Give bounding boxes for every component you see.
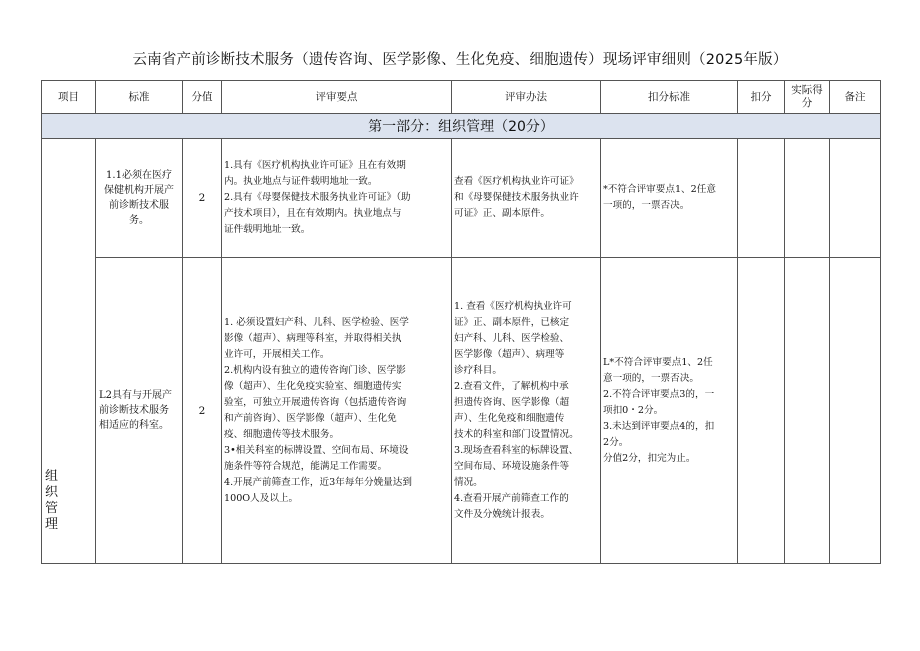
method-line: 文件及分娩统计报表。 xyxy=(454,508,550,520)
remarks-cell xyxy=(830,258,881,564)
method-line: 技术的科室和部门设置情况。 xyxy=(454,428,579,440)
method-line: 情况。 xyxy=(454,476,483,488)
standard-line: 相适应的科室。 xyxy=(99,420,169,431)
header-category: 项目 xyxy=(42,81,96,114)
deduction-rule-line: 项扣0・2分。 xyxy=(603,404,664,416)
evaluation-table xyxy=(41,80,881,564)
method-line: 和《母婴保健技术服务执业许 xyxy=(454,192,579,203)
requirement-line: 验室，可独立开展遗传咨询（包括遗传咨询 xyxy=(224,396,407,408)
header-standard: 标准 xyxy=(96,81,183,114)
method-line: 查看《医疗机构执业许可证》 xyxy=(454,176,579,187)
requirement-line: 业许可，开展相关工作。 xyxy=(224,348,330,360)
header-requirements: 评审要点 xyxy=(222,81,452,114)
method-line: 4.查看开展产前筛查工作的 xyxy=(454,492,569,504)
header-actual-score-line: 实际得 xyxy=(791,84,823,96)
header-remarks: 备注 xyxy=(830,81,881,114)
method-cell xyxy=(452,258,601,564)
requirement-line: 产技术项目），且在有效期内。执业地点与 xyxy=(224,208,402,219)
requirement-line: 2.具有《母婴保健技术服务执业许可证》（助 xyxy=(224,192,411,203)
standard-line: 保健机构开展产 xyxy=(104,185,174,196)
requirement-line: 3•相关科室的标牌设置、空间布局、环境设 xyxy=(224,444,409,456)
deduction-cell xyxy=(738,258,785,564)
requirement-line: 和产前咨询）、医学影像（超声）、生化免 xyxy=(224,412,397,424)
category-cell xyxy=(42,139,96,564)
score-cell: 2 xyxy=(183,139,222,258)
header-actual-score-line: 分 xyxy=(801,97,813,109)
requirement-line: 内。执业地点与证件载明地址一致。 xyxy=(224,176,378,187)
requirement-line: 100O人及以上。 xyxy=(224,492,299,504)
standard-cell xyxy=(96,139,183,258)
method-line: 证》正、副本原件，已核定 xyxy=(454,316,570,328)
method-line: 1. 查看《医疗机构执业许可 xyxy=(454,300,572,312)
method-line: 妇产科、儿科、医学检验、 xyxy=(454,332,570,344)
deduction-rule-cell xyxy=(601,258,738,564)
header-method: 评审办法 xyxy=(452,81,601,114)
requirement-line: 2.机构内设有独立的遗传咨询门诊、医学影 xyxy=(224,364,406,376)
deduction-rule-line: 2分。 xyxy=(603,436,629,448)
deduction-rule-line: 意一项的，一票否决。 xyxy=(603,372,699,384)
requirements-cell xyxy=(222,258,452,564)
header-deduction: 扣分 xyxy=(738,81,785,114)
deduction-rule-line: L*不符合评审要点1、2任 xyxy=(603,356,713,368)
standard-line: 1.1必须在医疗 xyxy=(106,170,172,181)
method-line: 声）、生化免疫和细胞遗传 xyxy=(454,412,565,424)
actual-score-cell xyxy=(785,139,830,258)
deduction-rule-line: 2.不符合评审要点3的，一 xyxy=(603,388,715,400)
requirement-line: 影像（超声）、病理等科室，并取得相关执 xyxy=(224,332,402,344)
header-deduction-rule: 扣分标准 xyxy=(601,81,738,114)
method-line: 诊疗科目。 xyxy=(454,364,502,376)
standard-line: L2具有与开展产 xyxy=(99,390,173,401)
standard-cell xyxy=(96,258,183,564)
deduction-rule-line: 3.未达到评审要点4的，扣 xyxy=(603,420,715,432)
standard-line: 前诊断技术服 xyxy=(109,200,169,211)
table-row xyxy=(42,139,881,258)
header-actual-score xyxy=(785,81,830,114)
requirement-line: 1.具有《医疗机构执业许可证》且在有效期 xyxy=(224,160,406,171)
method-line: 2.查看文件，了解机构中承 xyxy=(454,380,569,392)
method-line: 空间布局、环境设施条件等 xyxy=(454,460,570,472)
method-line: 可证》正、副本原件。 xyxy=(454,208,550,219)
header-score: 分值 xyxy=(183,81,222,114)
deduction-rule-line: *不符合评审要点1、2任意 xyxy=(603,184,716,195)
remarks-cell xyxy=(830,139,881,258)
actual-score-cell xyxy=(785,258,830,564)
table-row xyxy=(42,258,881,564)
standard-line: 前诊断技术服务 xyxy=(99,405,169,416)
requirement-line: 疫、细胞遗传等技术服务。 xyxy=(224,428,340,440)
requirements-cell xyxy=(222,139,452,258)
deduction-rule-cell xyxy=(601,139,738,258)
table-header-row xyxy=(42,81,881,114)
deduction-rule-line: 分值2分，扣完为止。 xyxy=(603,452,696,464)
deduction-cell xyxy=(738,139,785,258)
requirement-line: 施条件等符合规范，能满足工作需要。 xyxy=(224,460,388,472)
method-cell xyxy=(452,139,601,258)
section-row xyxy=(42,114,881,139)
method-line: 医学影像（超声）、病理等 xyxy=(454,348,565,360)
standard-line: 务。 xyxy=(129,215,149,226)
requirement-line: 像（超声）、生化免疫实验室、细胞遗传实 xyxy=(224,380,402,392)
method-line: 3.现场查看科室的标牌设置、 xyxy=(454,444,579,456)
requirement-line: 4.开展产前筛查工作，近3年每年分娩量达到 xyxy=(224,476,412,488)
section-title: 第一部分：组织管理（20分） xyxy=(42,114,881,139)
category-label: 组织管理 xyxy=(45,469,59,532)
requirement-line: 证件载明地址一致。 xyxy=(224,224,311,235)
score-cell: 2 xyxy=(183,258,222,564)
document-title: 云南省产前诊断技术服务（遗传咨询、医学影像、生化免疫、细胞遗传）现场评审细则（2025年版） xyxy=(132,52,788,68)
requirement-line: 1. 必须设置妇产科、儿科、医学检验、医学 xyxy=(224,316,409,328)
deduction-rule-line: 一项的，一票否决。 xyxy=(603,200,690,211)
method-line: 担遗传咨询、医学影像（超 xyxy=(454,396,570,408)
